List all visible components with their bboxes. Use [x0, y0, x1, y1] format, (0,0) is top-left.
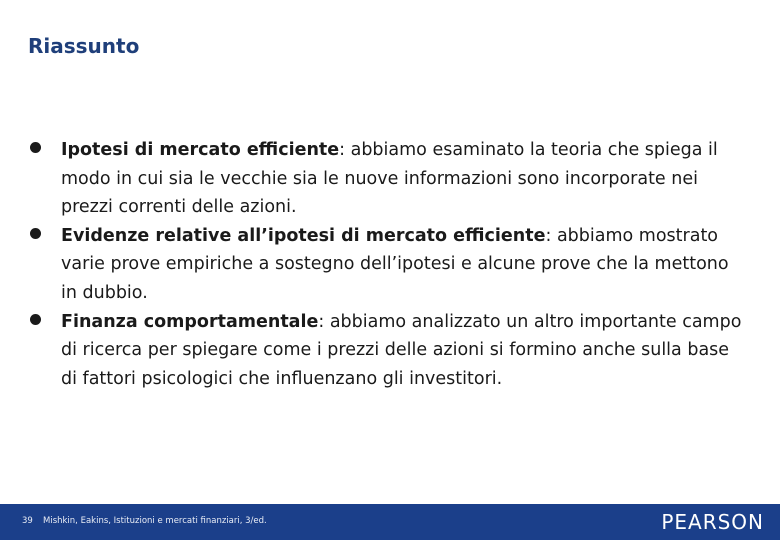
bullet-item-efficient-market — [30, 136, 745, 222]
bullet-text: : abbiamo esaminato la teoria che spiega il modo in cui sia le vecchie sia le nuove informazioni sono incorporate nei prezzi correnti delle azioni. — [61, 140, 718, 218]
slide-title: Riassunto — [28, 34, 140, 58]
footer-bar — [0, 504, 780, 540]
bullet-text: : abbiamo mostrato varie prove empiriche a sostegno dell’ipotesi e alcune prove che la mettono in dubbio. — [61, 225, 729, 303]
bullet-item-behavioral-finance — [30, 308, 745, 394]
pearson-logo: PEARSON — [661, 510, 764, 534]
bullet-item-evidence — [30, 222, 745, 308]
footer-citation: Mishkin, Eakins, Istituzioni e mercati finanziari, 3/ed. — [43, 516, 267, 526]
summary-bullet-list — [30, 136, 745, 393]
bullet-term: Ipotesi di mercato efficiente — [61, 140, 340, 160]
bullet-dot-icon — [30, 314, 41, 325]
bullet-term: Finanza comportamentale — [61, 311, 319, 332]
page-number: 39 — [22, 516, 33, 526]
bullet-term: Evidenze relative all’ipotesi di mercato efficiente — [61, 225, 546, 246]
bullet-dot-icon — [30, 142, 41, 153]
bullet-dot-icon — [30, 228, 41, 239]
bullet-text: : abbiamo analizzato un altro importante campo di ricerca per spiegare come i prezzi delle azioni si formino anche sulla base di fattori psicologici che influenzano gli investitori. — [61, 311, 742, 389]
